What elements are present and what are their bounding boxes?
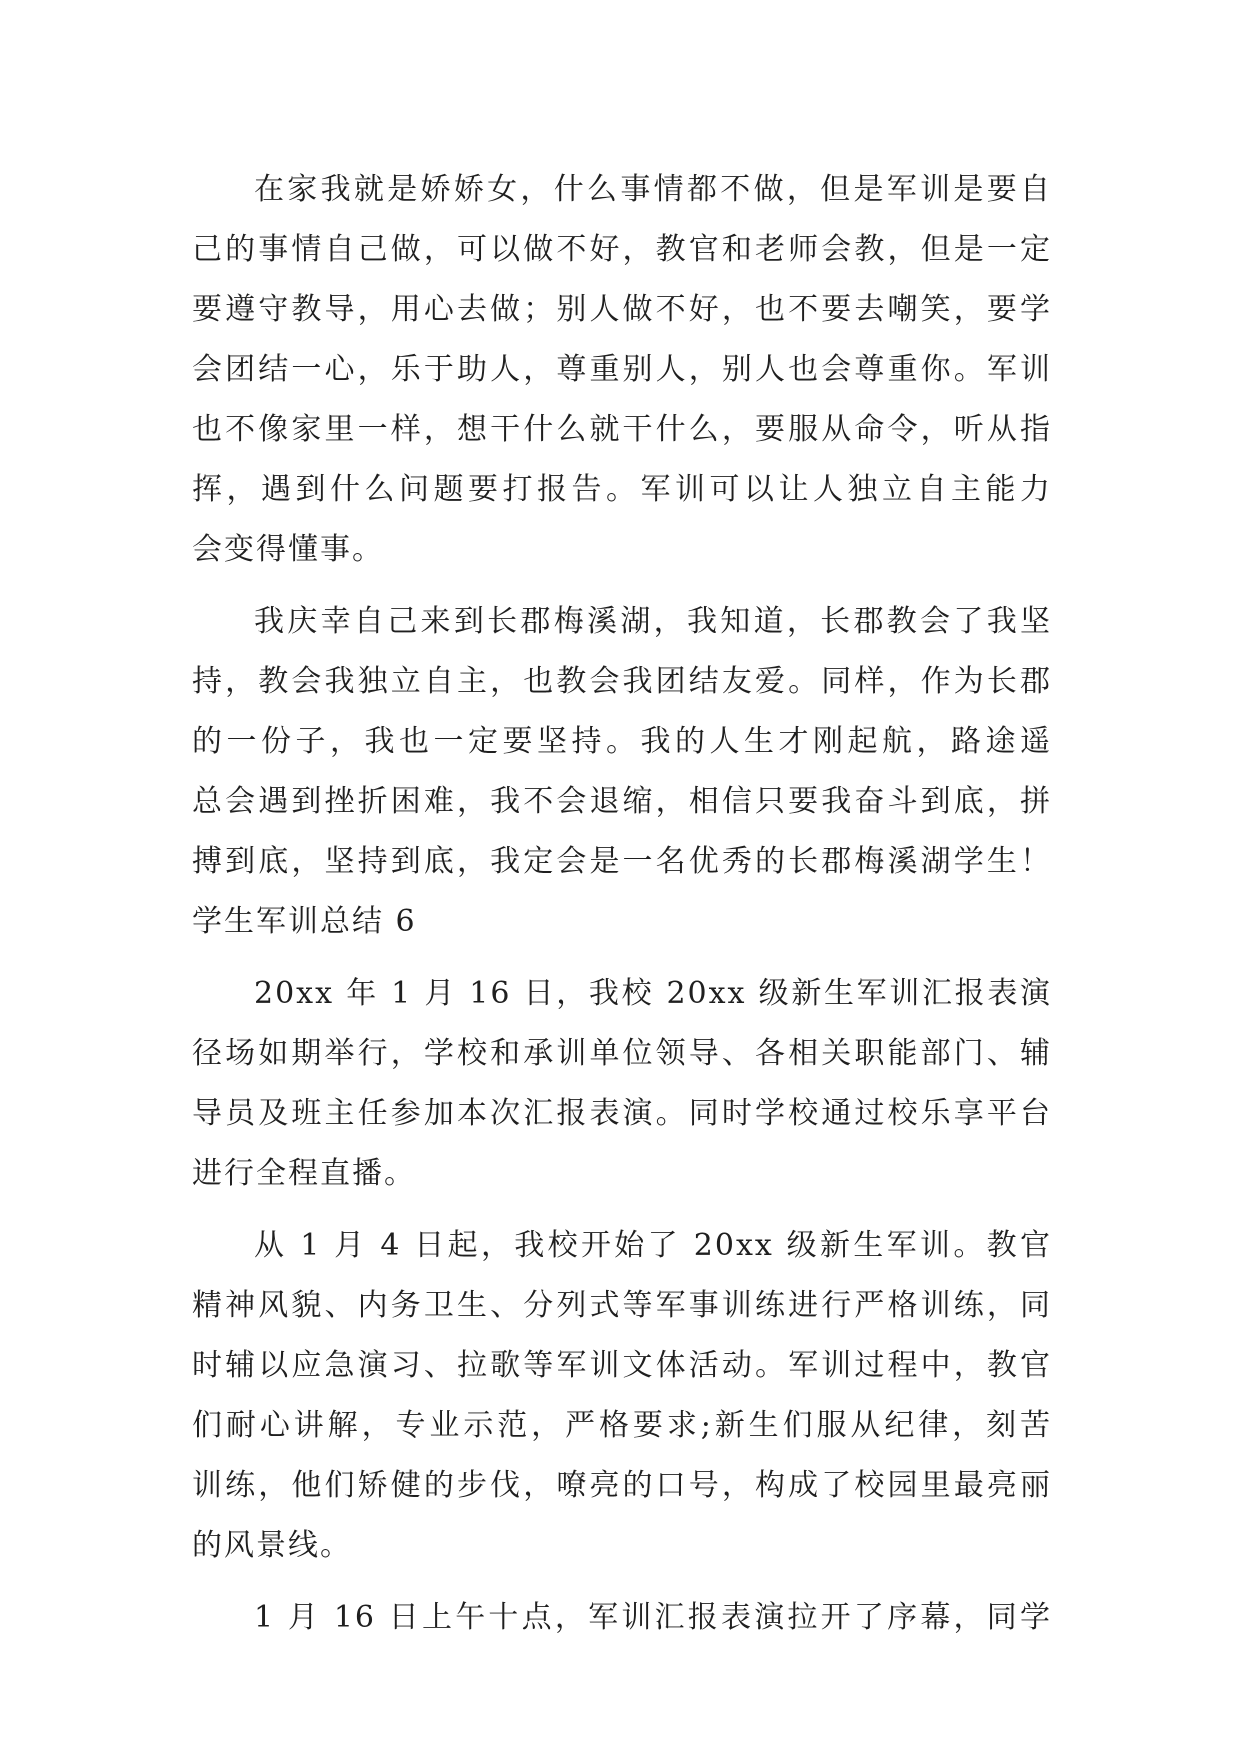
text-line: 己的事情自己做，可以做不好，教官和老师会教，但是一定 bbox=[192, 232, 1052, 267]
text-line: 训练，他们矫健的步伐，嘹亮的口号，构成了校园里最亮丽 bbox=[192, 1468, 1052, 1503]
paragraph bbox=[192, 964, 1052, 1204]
paragraph-gap bbox=[192, 1576, 1052, 1588]
text-line: 会变得懂事。 bbox=[192, 532, 384, 567]
text-line: 我庆幸自己来到长郡梅溪湖，我知道，长郡教会了我坚 bbox=[254, 604, 1052, 639]
text-line: 要遵守教导，用心去做；别人做不好，也不要去嘲笑，要学 bbox=[192, 292, 1052, 327]
paragraph-gap bbox=[192, 580, 1052, 592]
text-line: 精神风貌、内务卫生、分列式等军事训练进行严格训练，同 bbox=[192, 1288, 1052, 1323]
paragraph bbox=[192, 1216, 1052, 1576]
text-line: 的风景线。 bbox=[192, 1528, 352, 1563]
text-line: 的一份子，我也一定要坚持。我的人生才刚起航，路途遥 bbox=[192, 724, 1052, 759]
text-line: 径场如期举行，学校和承训单位领导、各相关职能部门、辅 bbox=[192, 1036, 1052, 1071]
text-line: 从 1 月 4 日起，我校开始了 20xx 级新生军训。教官 bbox=[254, 1228, 1052, 1263]
text-line: 导员及班主任参加本次汇报表演。同时学校通过校乐享平台 bbox=[192, 1096, 1052, 1131]
text-line: 也不像家里一样，想干什么就干什么，要服从命令，听从指 bbox=[192, 412, 1052, 447]
text-line: 挥，遇到什么问题要打报告。军训可以让人独立自主能力 bbox=[192, 472, 1052, 507]
section-heading: 学生军训总结 6 bbox=[192, 904, 417, 939]
text-line: 20xx 年 1 月 16 日，我校 20xx 级新生军训汇报表演 bbox=[254, 976, 1052, 1011]
paragraph-gap bbox=[192, 952, 1052, 964]
text-line: 在家我就是娇娇女，什么事情都不做，但是军训是要自 bbox=[254, 172, 1052, 207]
paragraph-gap bbox=[192, 1204, 1052, 1216]
text-line: 进行全程直播。 bbox=[192, 1156, 416, 1191]
paragraph bbox=[192, 1588, 1052, 1648]
document-body bbox=[192, 160, 1052, 1648]
paragraph bbox=[192, 592, 1052, 892]
paragraph bbox=[192, 160, 1052, 580]
text-line: 们耐心讲解，专业示范，严格要求;新生们服从纪律，刻苦 bbox=[192, 1408, 1052, 1443]
text-line: 搏到底，坚持到底，我定会是一名优秀的长郡梅溪湖学生！ bbox=[192, 844, 1052, 879]
text-line: 持，教会我独立自主，也教会我团结友爱。同样，作为长郡 bbox=[192, 664, 1052, 699]
text-line: 会团结一心，乐于助人，尊重别人，别人也会尊重你。军训 bbox=[192, 352, 1052, 387]
text-line: 总会遇到挫折困难，我不会退缩，相信只要我奋斗到底，拼 bbox=[192, 784, 1052, 819]
text-line: 时辅以应急演习、拉歌等军训文体活动。军训过程中，教官 bbox=[192, 1348, 1052, 1383]
text-line: 1 月 16 日上午十点，军训汇报表演拉开了序幕，同学 bbox=[254, 1600, 1052, 1635]
